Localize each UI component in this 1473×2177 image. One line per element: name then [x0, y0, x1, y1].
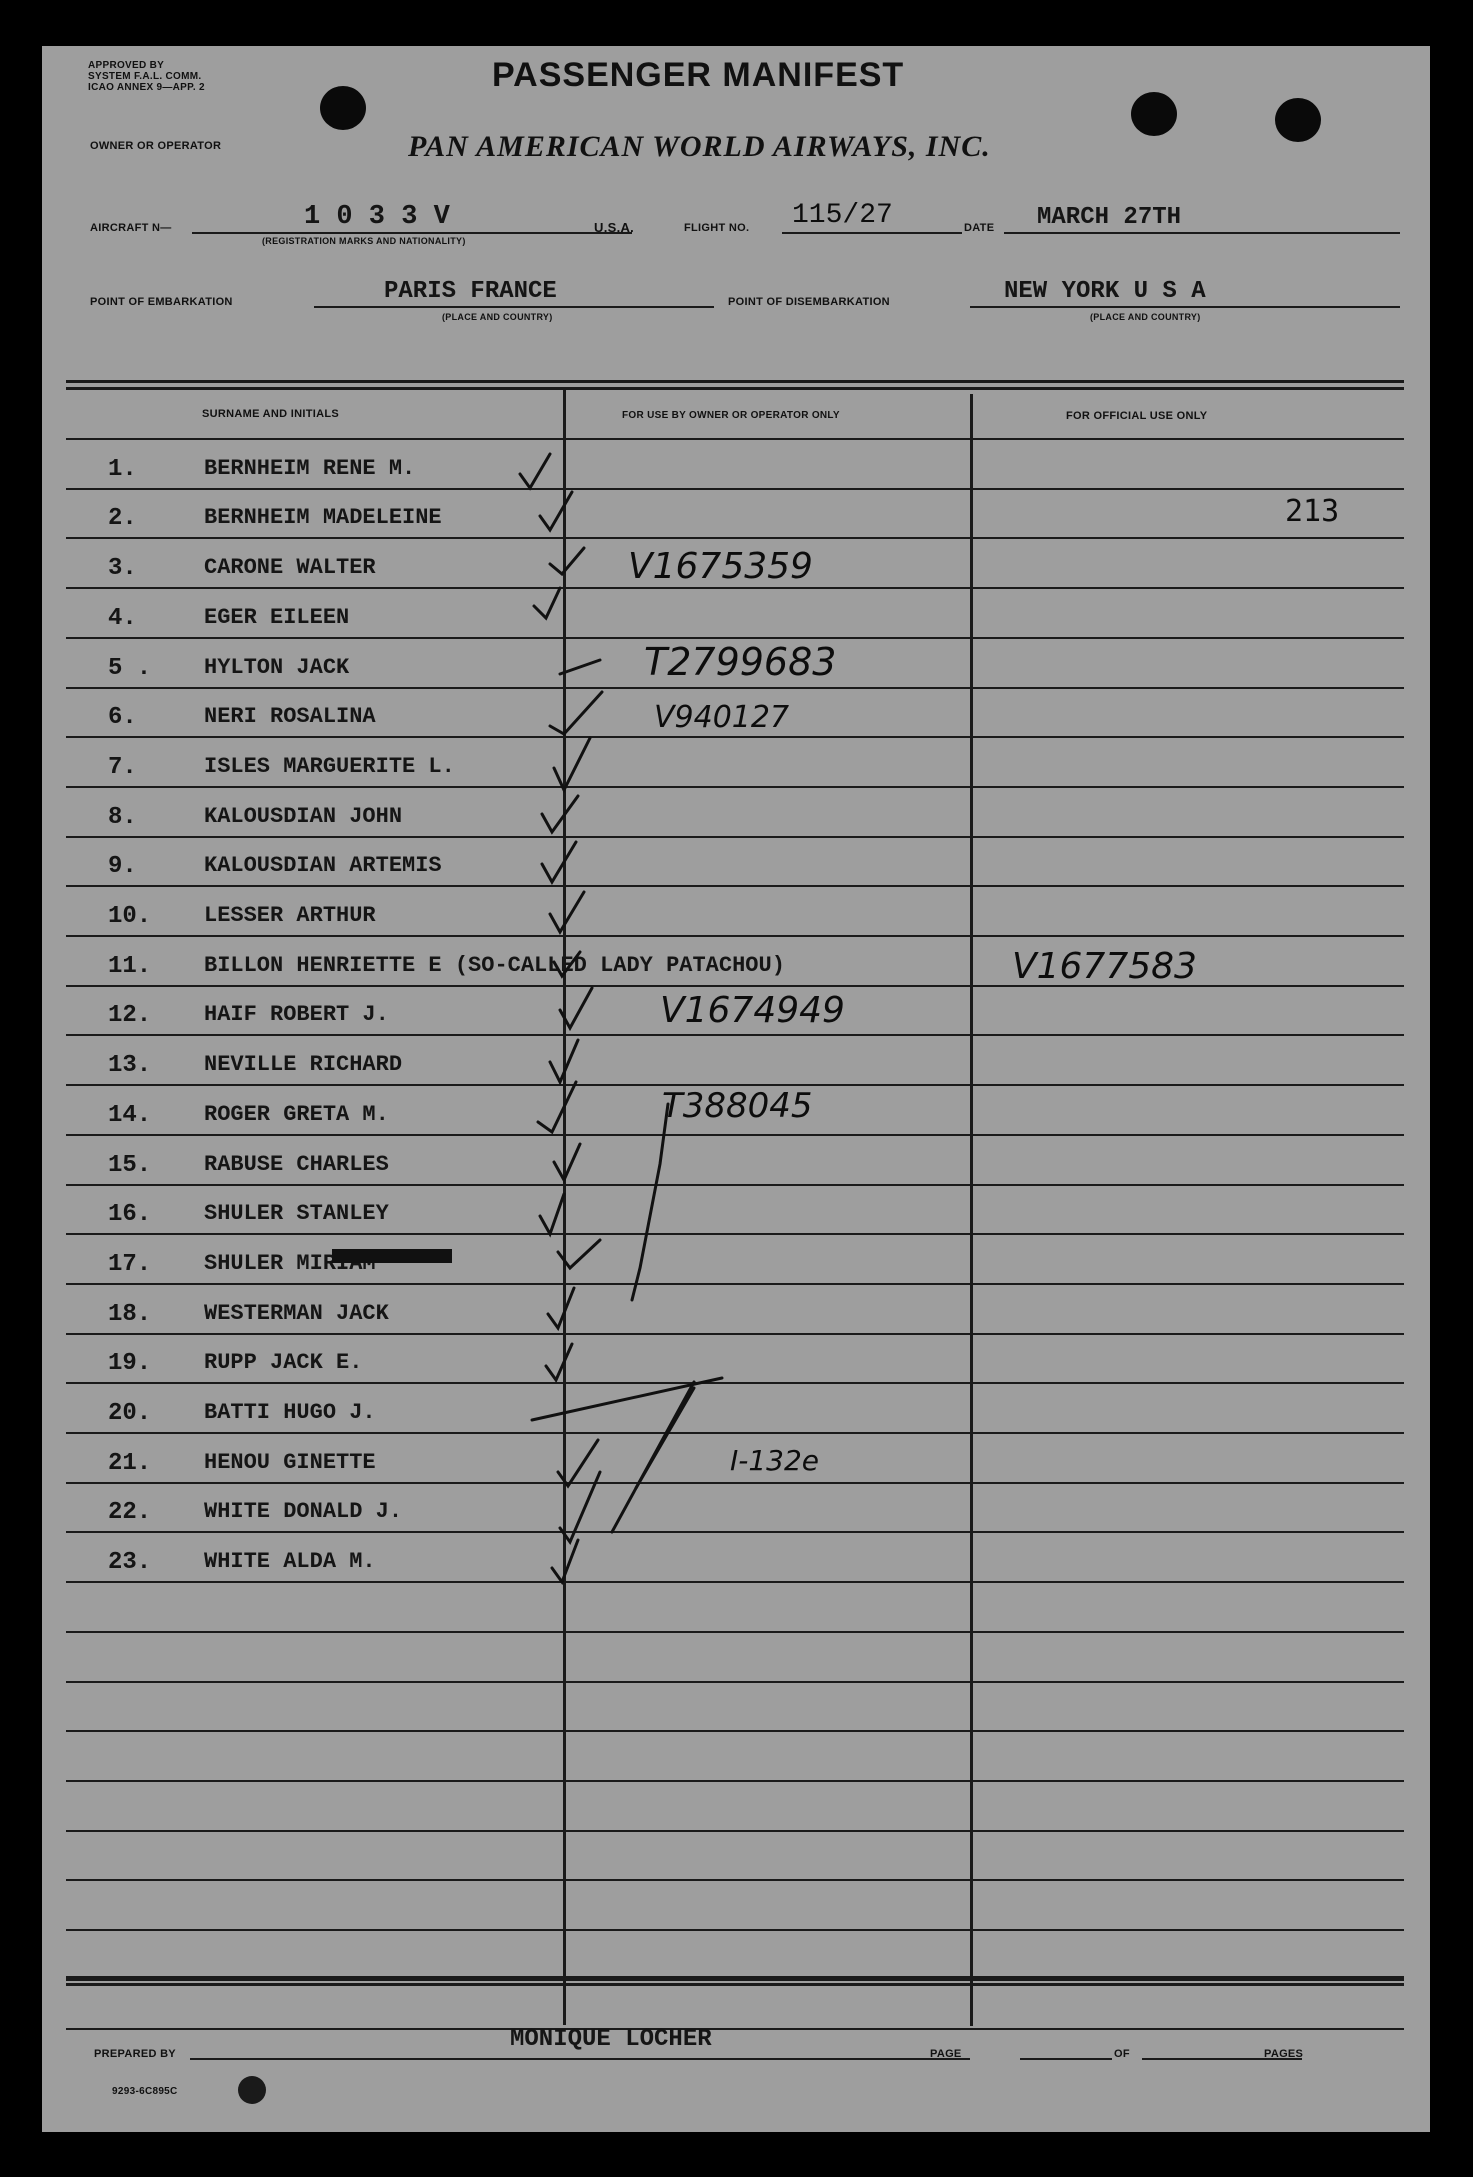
check-mark-icon: [550, 548, 584, 574]
passenger-name: KALOUSDIAN ARTEMIS: [204, 853, 442, 878]
owner-value: PAN AMERICAN WORLD AIRWAYS, INC.: [408, 130, 991, 163]
check-mark-icon: [538, 1082, 576, 1132]
passenger-name: SHULER STANLEY: [204, 1201, 389, 1226]
check-mark-icon: [558, 1240, 600, 1268]
check-mark-icon: [560, 988, 592, 1028]
page-label: PAGE: [930, 2048, 962, 2060]
passenger-name: ISLES MARGUERITE L.: [204, 754, 455, 779]
passenger-name: NERI ROSALINA: [204, 704, 376, 729]
pages-label: PAGES: [1264, 2048, 1304, 2060]
check-mark-icon: [520, 454, 550, 488]
check-mark-icon: [554, 738, 590, 790]
passenger-name: WHITE ALDA M.: [204, 1549, 376, 1574]
form-note-line: APPROVED BY: [88, 60, 165, 71]
passenger-name: CARONE WALTER: [204, 555, 376, 580]
passenger-name: WHITE DONALD J.: [204, 1499, 403, 1524]
handwritten-visa-number: V940127: [654, 700, 790, 735]
handwritten-check-marks: [42, 46, 1430, 2132]
disembarkation-sub-label: (PLACE AND COUNTRY): [1090, 312, 1201, 322]
form-code: 9293-6C895C: [112, 2086, 178, 2097]
embarkation-label: POINT OF EMBARKATION: [90, 296, 233, 308]
column-header-official: FOR OFFICIAL USE ONLY: [1066, 410, 1208, 422]
form-note-line: ICAO ANNEX 9—APP. 2: [88, 82, 205, 93]
date-label: DATE: [964, 222, 995, 234]
passenger-number: 16.: [108, 1201, 152, 1228]
check-mark-icon: [540, 492, 572, 530]
passenger-number: 3.: [108, 555, 137, 582]
check-mark-icon: [540, 1194, 564, 1234]
check-mark-icon: [550, 1040, 578, 1082]
passenger-name: KALOUSDIAN JOHN: [204, 804, 403, 829]
passenger-number: 14.: [108, 1102, 152, 1129]
check-mark-icon: [550, 692, 602, 734]
manifest-sheet: [42, 46, 1430, 2132]
passenger-number: 7.: [108, 754, 137, 781]
passenger-name: HYLTON JACK: [204, 655, 350, 680]
passenger-name: BERNHEIM MADELEINE: [204, 505, 442, 530]
handwritten-visa-number: T2799683: [644, 640, 837, 684]
union-label-icon: [238, 2076, 266, 2104]
passenger-name: SHULER MIRIAM: [204, 1251, 376, 1276]
passenger-name: ROGER GRETA M.: [204, 1102, 389, 1127]
aircraft-label: AIRCRAFT N—: [90, 222, 172, 234]
handwritten-visa-number: V1674949: [660, 990, 845, 1031]
aircraft-sub-label: (REGISTRATION MARKS AND NATIONALITY): [262, 236, 466, 246]
passenger-number: 18.: [108, 1301, 152, 1328]
passenger-name: HAIF ROBERT J.: [204, 1002, 389, 1027]
date-value: MARCH 27TH: [1037, 204, 1182, 231]
bracket-mark: [632, 1104, 668, 1300]
passenger-name: LESSER ARTHUR: [204, 903, 376, 928]
disembarkation-value: NEW YORK U S A: [1004, 278, 1206, 305]
usa-label: U.S.A.: [594, 220, 635, 235]
passenger-number: 4.: [108, 605, 137, 632]
passenger-number: 2.: [108, 505, 137, 532]
passenger-number: 5 .: [108, 655, 152, 682]
bracket-mark: [612, 1382, 694, 1532]
check-mark-icon: [546, 1344, 572, 1380]
passenger-name: EGER EILEEN: [204, 605, 350, 630]
passenger-number: 12.: [108, 1002, 152, 1029]
column-header-names: SURNAME AND INITIALS: [202, 408, 339, 420]
passenger-number: 6.: [108, 704, 137, 731]
check-mark-icon: [542, 842, 576, 882]
owner-label: OWNER OR OPERATOR: [90, 140, 222, 152]
passenger-name: NEVILLE RICHARD: [204, 1052, 403, 1077]
check-mark-icon: [548, 1288, 574, 1328]
handwritten-visa-number: I-132e: [730, 1444, 820, 1477]
handwritten-visa-number: T388045: [662, 1086, 813, 1126]
passenger-number: 20.: [108, 1400, 152, 1427]
official-use-number: 213: [1285, 494, 1340, 529]
disembarkation-label: POINT OF DISEMBARKATION: [728, 296, 890, 308]
check-mark-icon: [554, 952, 580, 976]
passenger-number: 22.: [108, 1499, 152, 1526]
passenger-number: 17.: [108, 1251, 152, 1278]
passenger-number: 19.: [108, 1350, 152, 1377]
check-mark-icon: [550, 892, 584, 932]
check-mark-icon: [542, 796, 578, 832]
passenger-number: 21.: [108, 1450, 152, 1477]
check-mark-icon: [534, 588, 560, 618]
flight-label: FLIGHT NO.: [684, 222, 750, 234]
embarkation-sub-label: (PLACE AND COUNTRY): [442, 312, 553, 322]
check-mark-icon: [552, 1540, 578, 1582]
column-header-operator: FOR USE BY OWNER OR OPERATOR ONLY: [622, 410, 840, 421]
passenger-number: 8.: [108, 804, 137, 831]
passenger-name: BILLON HENRIETTE E (SO-CALLED LADY PATACHOU): [204, 953, 785, 978]
embarkation-value: PARIS FRANCE: [384, 278, 557, 305]
passenger-number: 15.: [108, 1152, 152, 1179]
handwritten-visa-number: V1675359: [628, 546, 813, 587]
passenger-number: 23.: [108, 1549, 152, 1576]
passenger-name: BERNHEIM RENE M.: [204, 456, 416, 481]
of-label: OF: [1114, 2048, 1130, 2060]
passenger-number: 9.: [108, 853, 137, 880]
prepared-by-value: MONIQUE LOCHER: [510, 2026, 712, 2053]
flight-value: 115/27: [792, 200, 893, 231]
check-mark-icon: [554, 1144, 580, 1180]
prepared-by-label: PREPARED BY: [94, 2048, 176, 2060]
check-mark-icon: [560, 660, 600, 674]
passenger-number: 11.: [108, 953, 152, 980]
passenger-number: 13.: [108, 1052, 152, 1079]
page-title: PASSENGER MANIFEST: [492, 56, 905, 94]
handwritten-visa-number: V1677583: [1012, 946, 1197, 987]
passenger-number: 10.: [108, 903, 152, 930]
passenger-number: 1.: [108, 456, 137, 483]
passenger-name: WESTERMAN JACK: [204, 1301, 389, 1326]
aircraft-value: 1 0 3 3 V: [304, 202, 450, 232]
form-note-line: SYSTEM F.A.L. COMM.: [88, 71, 202, 82]
check-mark-icon: [558, 1440, 598, 1486]
passenger-name: RUPP JACK E.: [204, 1350, 363, 1375]
passenger-name: HENOU GINETTE: [204, 1450, 376, 1475]
passenger-name: RABUSE CHARLES: [204, 1152, 389, 1177]
passenger-name: BATTI HUGO J.: [204, 1400, 376, 1425]
